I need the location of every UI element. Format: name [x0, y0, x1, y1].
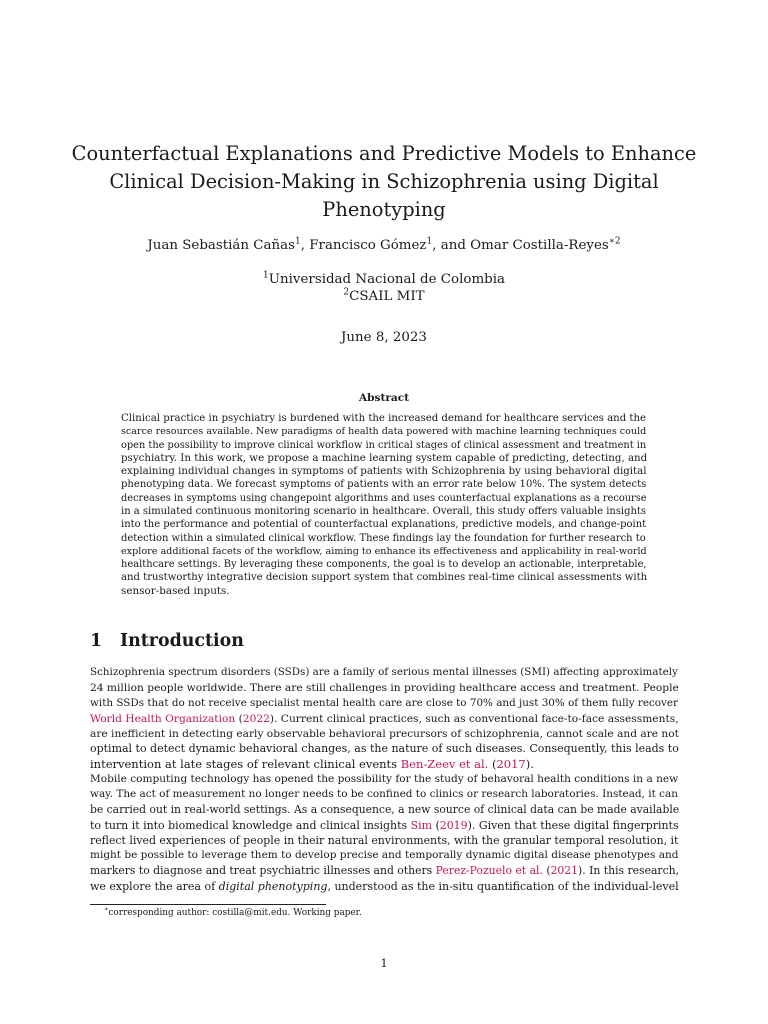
citation-link[interactable]: Sim [410, 818, 432, 832]
abstract-line: open the possibility to improve clinical workflow in critical stages of clinical assessment and treatment in [121, 439, 647, 451]
body-line [90, 863, 682, 878]
introduction-body [90, 665, 682, 894]
title-line: Phenotyping [322, 198, 446, 221]
affiliation-mark: 1 [295, 236, 301, 247]
abstract-line: explaining individual changes in symptoms of patients with Schizophrenia by using behavioral digital [121, 466, 647, 478]
section-number: 1 [90, 631, 103, 651]
abstract-body [121, 412, 649, 598]
body-text-run: ( [542, 864, 551, 878]
body-line [90, 711, 682, 726]
body-line: way. The act of measurement no longer needs to be confined to clinics or research laboratories. Instead, it can [90, 788, 678, 800]
citation-link[interactable]: World Health Organization [90, 711, 236, 725]
body-text-run: to turn it into biomedical knowledge and clinical insights [90, 818, 411, 832]
abstract-line: detection within a simulated clinical workflow. These findings lay the foundation for further research to [121, 532, 646, 544]
footnote [104, 905, 362, 918]
citation-year-link[interactable]: 2022 [242, 711, 270, 725]
body-line: be carried out in real-world settings. As a consequence, a new source of clinical data can be made available [90, 803, 680, 817]
body-text-run: we explore the area of [90, 879, 219, 893]
affiliation-name: CSAIL MIT [349, 289, 425, 304]
abstract-line: scarce resources available. New paradigms of health data powered with machine learning techniques could [121, 426, 647, 438]
abstract-line: sensor-based inputs. [121, 584, 230, 597]
body-text-run: markers to diagnose and treat psychiatric illnesses and others [90, 864, 436, 878]
author-list [60, 238, 708, 253]
body-text-run: ). Given that these digital fingerprints [467, 818, 679, 832]
title-line: Clinical Decision-Making in Schizophrenia using Digital [109, 170, 659, 193]
body-text-run: ). [525, 756, 534, 771]
emphasized-term: digital phenotyping [218, 879, 328, 893]
author-separator: , [300, 238, 310, 253]
abstract-heading: Abstract [358, 392, 410, 404]
body-line [90, 879, 682, 894]
footnote-divider [90, 904, 326, 905]
title-line: Counterfactual Explanations and Predictive Models to Enhance [71, 142, 697, 165]
citation-year-link[interactable]: 2017 [496, 756, 526, 771]
page-number: 1 [380, 957, 388, 970]
abstract-line: decreases in symptoms using changepoint algorithms and uses counterfactual explanations as a recourse [121, 492, 647, 504]
body-text-run: intervention at late stages of relevant clinical events [90, 756, 401, 771]
affiliation [60, 288, 708, 305]
affiliation-list [60, 271, 708, 305]
abstract-line: and trustworthy integrative decision support system that combines real-time clinical assessments with [121, 572, 648, 584]
abstract-line: Clinical practice in psychiatry is burdened with the increased demand for healthcare services and the [121, 413, 647, 424]
abstract-line: explore additional facets of the workflow, aiming to enhance its effectiveness and applicability in real-world [121, 545, 647, 557]
body-line: with SSDs that do not receive specialist mental health care are close to 70% and just 30% of them fully recover [90, 696, 679, 709]
abstract-line: healthcare settings. By leveraging these components, the goal is to develop an actionable, interpretable, [121, 559, 647, 571]
body-line: are inefficient in detecting early observable behavioral precursors of schizophrenia, cannot scale and are not [90, 727, 679, 740]
body-line: optimal to detect dynamic behavioral changes, as the nature of such diseases. Consequently, this leads to [90, 742, 679, 756]
body-text-run: ( [488, 756, 497, 771]
author-separator: , and [432, 238, 471, 253]
abstract-line: phenotyping data. We forecast symptoms of patients with an error rate below 10%. The system detects [121, 479, 647, 491]
body-text-run: ). In this research, [578, 864, 680, 878]
citation-year-link[interactable]: 2021 [550, 864, 579, 878]
body-line: Schizophrenia spectrum disorders (SSDs) are a family of serious mental illnesses (SMI) affecting approximately [90, 666, 678, 678]
affiliation-mark: 2 [343, 287, 350, 298]
publication-date: June 8, 2023 [341, 330, 427, 345]
affiliation-name: Universidad Nacional de Colombia [268, 272, 505, 287]
body-text-run: ( [235, 711, 243, 725]
body-line: reflect lived experiences of people in their natural environments, with the granular temporal resolution, it [90, 833, 679, 847]
body-line: Mobile computing technology has opened the possibility for the study of behavoral health conditions in a new [90, 772, 679, 785]
abstract-line: into the performance and potential of counterfactual explanations, predictive models, and change-point [121, 519, 647, 531]
body-text-run: ( [431, 818, 440, 832]
paper-title [60, 140, 708, 224]
affiliation-mark: 1 [426, 236, 433, 247]
citation-link[interactable]: Ben-Zeev et al. [400, 756, 489, 771]
author-name: Omar Costilla-Reyes [470, 238, 609, 253]
affiliation-mark: ∗2 [608, 236, 621, 247]
abstract-line: psychiatry. In this work, we propose a machine learning system capable of predicting, detecting, and [121, 451, 648, 464]
footnote-text: corresponding author: costilla@mit.edu. Working paper. [108, 908, 362, 918]
body-text-run: , understood as the in-situ quantification of the individual-level [327, 879, 679, 893]
affiliation [60, 271, 708, 288]
author-name: Francisco Gómez [309, 238, 427, 253]
abstract-line: in a simulated continuous monitoring scenario in healthcare. Overall, this study offers valuable insights [121, 505, 647, 517]
section-heading [90, 631, 244, 651]
footnote-mark: ∗ [104, 905, 109, 914]
citation-year-link[interactable]: 2019 [439, 818, 468, 832]
body-line [90, 757, 682, 772]
body-text-run: ). Current clinical practices, such as conventional face-to-face assessments, [269, 711, 679, 725]
section-title: Introduction [120, 631, 244, 651]
body-line [90, 818, 682, 833]
affiliation-mark: 1 [263, 270, 269, 281]
body-line: 24 million people worldwide. There are still challenges in providing healthcare access and treatment. People [90, 681, 679, 695]
author-name: Juan Sebastián Cañas [147, 238, 295, 253]
citation-link[interactable]: Perez-Pozuelo et al. [435, 864, 543, 878]
body-line: might be possible to leverage them to develop precise and temporally dynamic digital disease phenotypes and [90, 849, 679, 861]
